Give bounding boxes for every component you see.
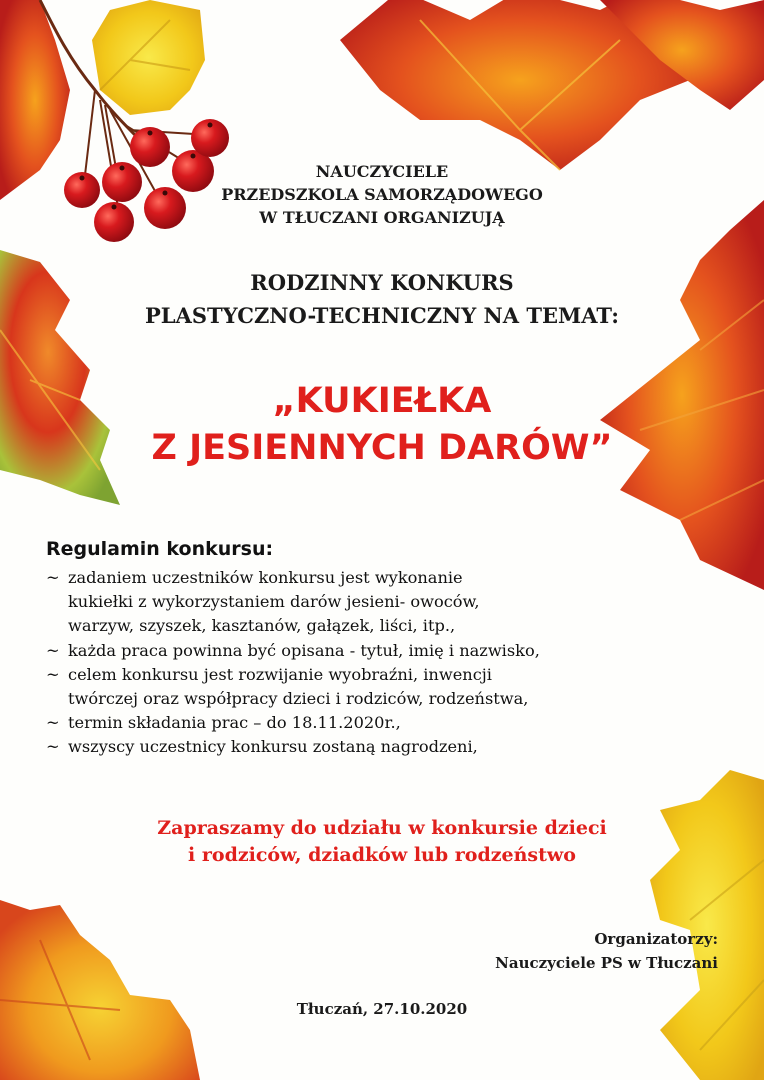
contest-title-line-1: „KUKIEŁKA: [272, 381, 492, 421]
rule-line: termin składania prac – do 18.11.2020r.,: [68, 713, 401, 733]
rule-item-3: [46, 663, 686, 711]
contest-title-line-2: Z JESIENNYCH DARÓW”: [151, 428, 613, 468]
rules-heading: Regulamin konkursu:: [46, 538, 274, 560]
rule-item-5: [46, 735, 686, 759]
rule-line: zadaniem uczestników konkursu jest wykonanie: [68, 568, 463, 587]
rule-line: twórczej oraz współpracy dzieci i rodziców, rodzeństwa,: [68, 689, 529, 709]
date-place: Tłuczań, 27.10.2020: [296, 1000, 468, 1018]
rule-item-4: [46, 711, 686, 735]
organizers-label: Organizatorzy:: [594, 930, 718, 948]
rules-list: [46, 566, 686, 760]
invitation-line-2: i rodziców, dziadków lub rodzeństwo: [188, 844, 576, 866]
invitation-line-1: Zapraszamy do udziału w konkursie dzieci: [157, 817, 607, 839]
rule-bullet: ~: [46, 664, 60, 684]
rule-line: kukiełki z wykorzystaniem darów jesieni- owoców,: [68, 592, 480, 612]
yellow-leaf-top-left-icon: [92, 0, 205, 115]
maple-leaf-top-right-icon: [340, 0, 764, 170]
yellow-leaf-bottom-right-icon: [650, 770, 764, 1080]
rule-bullet: ~: [46, 737, 60, 757]
organizers-name: Nauczyciele PS w Tłuczani: [495, 954, 718, 972]
rule-line: warzyw, szyszek, kasztanów, gałązek, liści, itp.,: [68, 616, 456, 636]
rule-bullet: ~: [46, 640, 60, 660]
rule-line: wszyscy uczestnicy konkursu zostaną nagrodzeni,: [68, 737, 478, 757]
rule-line: celem konkursu jest rozwijanie wyobraźni, inwencji: [68, 664, 492, 684]
rule-bullet: ~: [46, 568, 60, 587]
red-leaf-left-top-icon: [0, 0, 70, 200]
rule-bullet: ~: [46, 713, 60, 733]
subtitle-line-2: PLASTYCZNO-TECHNICZNY NA TEMAT:: [144, 303, 619, 328]
header-line-1: NAUCZYCIELE: [315, 162, 449, 181]
header-line-2: PRZEDSZKOLA SAMORZĄDOWEGO: [221, 185, 543, 204]
header-line-3: W TŁUCZANI ORGANIZUJĄ: [259, 208, 505, 227]
rule-line: każda praca powinna być opisana - tytuł, imię i nazwisko,: [68, 640, 540, 660]
rule-item-1: [46, 566, 686, 639]
subtitle-line-1: RODZINNY KONKURS: [250, 270, 514, 295]
maple-leaf-bottom-left-icon: [0, 900, 200, 1080]
rule-item-2: [46, 639, 686, 663]
